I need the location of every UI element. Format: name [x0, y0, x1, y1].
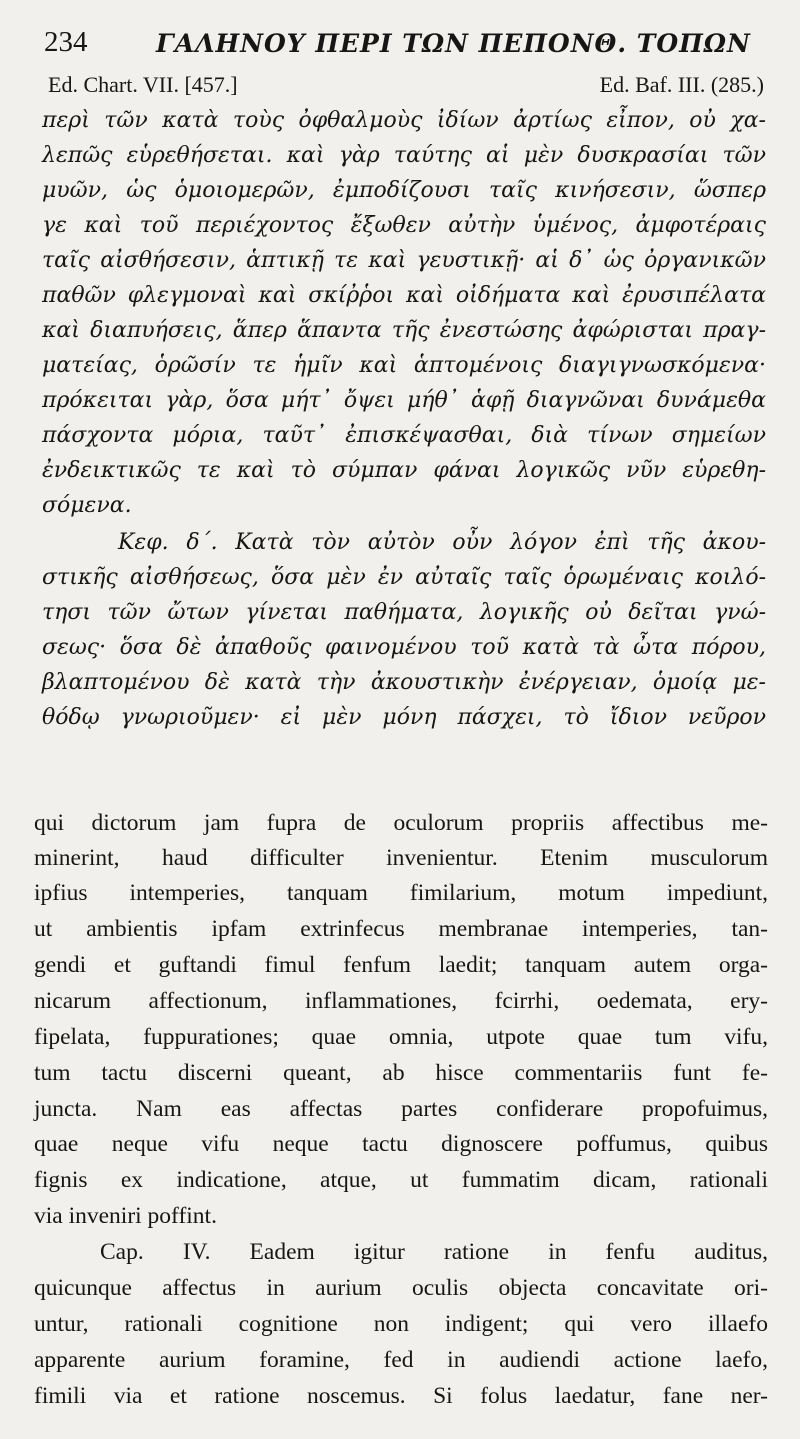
greek-line: ταῖς αἰσθήσεσιν, ἁπτικῇ τε καὶ γευστικῇ· αἱ δ᾽ ὡς ὀργανικῶν [42, 248, 766, 273]
greek-line: βλαπτομένου δὲ κατὰ τὴν ἀκουστικὴν ἐνέργειαν, ὁμοίᾳ με- [42, 670, 766, 695]
latin-line: tum tactu discerni queant, ab hisce commentariis funt fe- [34, 1060, 768, 1086]
latin-line: gendi et guftandi fimul fenfum laedit; tanquam autem orga- [34, 952, 768, 978]
latin-line: apparente aurium foramine, fed in audiendi actione laefo, [34, 1347, 768, 1373]
latin-line: minerint, haud difficulter invenientur. Etenim musculorum [34, 845, 768, 871]
page-number: 234 [44, 26, 88, 58]
greek-line: καὶ διαπυήσεις, ἅπερ ἅπαντα τῆς ἐνεστώσης ἀφώρισται πραγ- [42, 318, 766, 343]
latin-line: ipfius intemperies, tanquam fimilarium, motum impediunt, [34, 880, 768, 906]
latin-line: quae neque vifu neque tactu dignoscere poffumus, quibus [34, 1131, 768, 1157]
latin-line: qui dictorum jam fupra de oculorum propriis affectibus me- [34, 810, 768, 836]
greek-line: σόμενα. [42, 493, 132, 518]
greek-line: στικῆς αἰσθήσεως, ὅσα μὲν ἐν αὐταῖς ταῖς ὁρωμέναις κοιλό- [42, 565, 766, 590]
edition-reference-right: Ed. Baf. III. (285.) [599, 72, 764, 97]
latin-chapter-heading-line: Cap. IV. Eadem igitur ratione in fenfu auditus, [100, 1239, 768, 1265]
greek-line: θόδῳ γνωριοῦμεν· εἰ μὲν μόνη πάσχει, τὸ ἴδιον νεῦρον [42, 705, 766, 730]
greek-line: τησι τῶν ὤτων γίνεται παθήματα, λογικῆς οὐ δεῖται γνώ- [42, 600, 766, 625]
latin-line: ut ambientis ipfam extrinfecus membranae intemperies, tan- [34, 916, 768, 942]
greek-line: πρόκειται γὰρ, ὅσα μήτ᾽ ὄψει μήθ᾽ ἁφῇ διαγνῶναι δυνάμεθα [42, 388, 766, 413]
latin-line: via inveniri poffint. [34, 1203, 217, 1229]
greek-line: λεπῶς εὑρεθήσεται. καὶ γὰρ ταύτης αἱ μὲν δυσκρασίαι τῶν [42, 143, 766, 168]
edition-reference-left: Ed. Chart. VII. [457.] [48, 72, 238, 97]
latin-line: juncta. Nam eas affectas partes confiderare propofuimus, [34, 1096, 768, 1122]
running-title: ΓΑΛΗΝΟΥ ΠΕΡΙ ΤΩΝ ΠΕΠΟΝΘ. ΤΟΠΩΝ [156, 29, 751, 58]
greek-line: ματείας, ὁρῶσίν τε ἡμῖν καὶ ἁπτομένοις διαγιγνωσκόμενα· [42, 353, 766, 378]
latin-line: fimili via et ratione noscemus. Si folus laedatur, fane ner- [34, 1383, 768, 1409]
greek-line: ἐνδεικτικῶς τε καὶ τὸ σύμπαν φάναι λογικῶς νῦν εὑρεθη- [42, 458, 766, 483]
latin-line: untur, rationali cognitione non indigent; qui vero illaefo [34, 1311, 768, 1337]
greek-line: περὶ τῶν κατὰ τοὺς ὀφθαλμοὺς ἰδίων ἀρτίως εἶπον, οὐ χα- [42, 108, 766, 133]
latin-line: quicunque affectus in aurium oculis objecta concavitate ori- [34, 1275, 768, 1301]
greek-line: παθῶν φλεγμοναὶ καὶ σκίῤῥοι καὶ οἰδήματα καὶ ἐρυσιπέλατα [42, 283, 766, 308]
greek-line: μυῶν, ὡς ὁμοιομερῶν, ἐμποδίζουσι ταῖς κινήσεσιν, ὥσπερ [42, 178, 766, 203]
greek-line: σεως· ὅσα δὲ ἀπαθοῦς φαινομένου τοῦ κατὰ τὰ ὦτα πόρου, [42, 635, 766, 660]
greek-chapter-heading-line: Κεφ. δ΄. Κατὰ τὸν αὐτὸν οὖν λόγον ἐπὶ τῆς ἀκου- [118, 530, 766, 555]
greek-line: πάσχοντα μόρια, ταῦτ᾽ ἐπισκέψασθαι, διὰ τίνων σημείων [42, 423, 766, 448]
latin-line: nicarum affectionum, inflammationes, fcirrhi, oedemata, ery- [34, 988, 768, 1014]
greek-line: γε καὶ τοῦ περιέχοντος ἔξωθεν αὐτὴν ὑμένος, ἀμφοτέραις [42, 213, 766, 238]
latin-line: fipelata, fuppurationes; quae omnia, utpote quae tum vifu, [34, 1024, 768, 1050]
latin-line: fignis ex indicatione, atque, ut fummatim dicam, rationali [34, 1167, 768, 1193]
